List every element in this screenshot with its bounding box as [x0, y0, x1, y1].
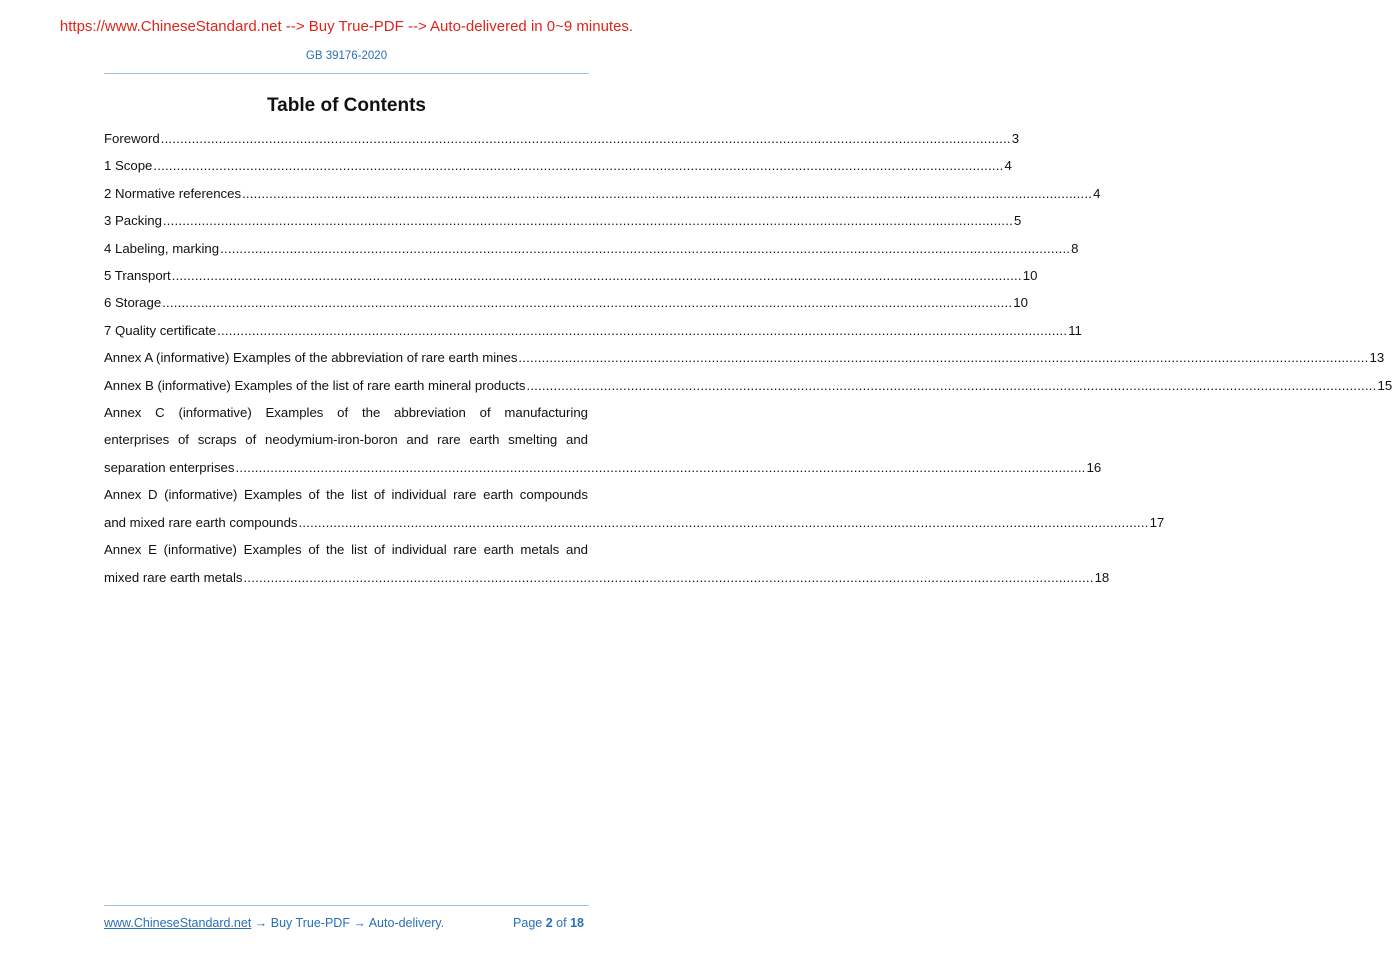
toc-entry-label: 5 Transport	[104, 268, 171, 284]
toc-entry-transport[interactable]	[104, 262, 1038, 289]
toc-entry-label: Annex B (informative) Examples of the list of rare earth mineral products	[104, 377, 526, 393]
footer-divider	[104, 905, 589, 906]
page-of: of	[556, 916, 567, 930]
toc-entry-label: and mixed rare earth compounds	[104, 514, 298, 530]
toc-entry-page: 15	[1377, 377, 1392, 393]
toc-entry-label: 1 Scope	[104, 158, 153, 174]
header-divider	[104, 73, 589, 74]
toc-entry-last-line	[104, 454, 1102, 481]
toc-leader-dots	[244, 564, 1094, 591]
footer-site-link[interactable]: www.ChineseStandard.net	[104, 916, 252, 930]
toc-entry-lead-line: Annex C (informative) Examples of the abbreviation of manufacturing	[104, 405, 588, 421]
top-banner[interactable]: https://www.ChineseStandard.net --> Buy True-PDF --> Auto-delivered in 0~9 minutes.	[59, 18, 634, 35]
toc-entry-label: 6 Storage	[104, 295, 162, 311]
toc-entry-storage[interactable]	[104, 289, 1028, 316]
toc-leader-dots	[172, 262, 1022, 289]
toc-entry-labeling-marking[interactable]	[104, 235, 1079, 262]
toc-entry-scope[interactable]	[104, 152, 1012, 179]
toc-entry-label: 3 Packing	[104, 213, 162, 229]
toc-leader-dots	[162, 289, 1012, 316]
toc-entry-page: 4	[1004, 158, 1012, 174]
toc-entry-annex-c[interactable]	[104, 399, 1102, 481]
toc-entry-annex-b[interactable]	[104, 372, 1392, 399]
toc-entry-label: mixed rare earth metals	[104, 569, 243, 585]
standard-code: GB 39176-2020	[305, 50, 388, 62]
toc-entry-quality-certificate[interactable]	[104, 317, 1082, 344]
toc-entry-label: 7 Quality certificate	[104, 322, 217, 338]
footer-delivery-text: Auto-delivery.	[368, 916, 445, 930]
toc-entry-page: 8	[1071, 240, 1079, 256]
toc-leader-dots	[299, 509, 1149, 536]
footer-promo	[104, 916, 444, 930]
toc-entry-page: 11	[1068, 322, 1082, 338]
toc-entry-last-line	[104, 509, 1165, 536]
toc-entry-lead-line: Annex E (informative) Examples of the list of individual rare earth metals and	[104, 542, 588, 558]
footer-buy-text: Buy True-PDF	[270, 916, 350, 930]
page-current: 2	[545, 916, 553, 930]
toc-leader-dots	[235, 454, 1085, 481]
toc-entry-page: 16	[1086, 459, 1102, 475]
toc-entry-label: Foreword	[104, 131, 160, 146]
toc-entry-page: 17	[1149, 514, 1165, 530]
toc-leader-dots	[526, 372, 1376, 399]
page-total: 18	[570, 916, 584, 930]
toc-leader-dots	[518, 344, 1368, 371]
toc-entry-normative-references[interactable]	[104, 180, 1101, 207]
toc-entry-label: 4 Labeling, marking	[104, 240, 220, 256]
toc-leader-dots	[217, 317, 1067, 344]
toc-leader-dots	[220, 235, 1070, 262]
arrow-right-icon: →	[349, 916, 369, 930]
toc-entry-annex-d[interactable]	[104, 481, 1165, 536]
toc-entry-foreword[interactable]	[104, 125, 1020, 152]
toc-entry-label: separation enterprises	[104, 459, 235, 475]
toc-entry-page: 10	[1022, 268, 1038, 284]
toc-entry-annex-e[interactable]	[104, 536, 1110, 591]
toc-leader-dots	[242, 180, 1092, 207]
toc-entry-annex-a[interactable]	[104, 344, 1385, 371]
toc-leader-dots	[161, 125, 1011, 152]
arrow-right-icon: →	[251, 916, 271, 930]
toc-entry-page: 4	[1093, 185, 1101, 201]
page-word: Page	[513, 916, 543, 930]
toc-entry-last-line	[104, 564, 1110, 591]
page-title: Table of Contents	[266, 95, 427, 116]
toc-entry-label: 2 Normative references	[104, 185, 242, 201]
toc-leader-dots	[163, 207, 1013, 234]
page-counter	[513, 916, 584, 930]
toc-entry-lead-line: enterprises of scraps of neodymium-iron-boron and rare earth smelting and	[104, 432, 588, 448]
toc-entry-lead-line: Annex D (informative) Examples of the list of individual rare earth compounds	[104, 487, 588, 503]
toc-entry-page: 10	[1013, 295, 1028, 311]
toc-list	[104, 125, 1392, 591]
toc-entry-page: 13	[1369, 350, 1385, 366]
toc-leader-dots	[153, 152, 1003, 179]
toc-entry-packing[interactable]	[104, 207, 1022, 234]
toc-entry-page: 3	[1011, 131, 1020, 146]
toc-entry-label: Annex A (informative) Examples of the abbreviation of rare earth mines	[104, 350, 518, 366]
toc-entry-page: 5	[1013, 213, 1022, 229]
toc-entry-page: 18	[1094, 569, 1110, 585]
